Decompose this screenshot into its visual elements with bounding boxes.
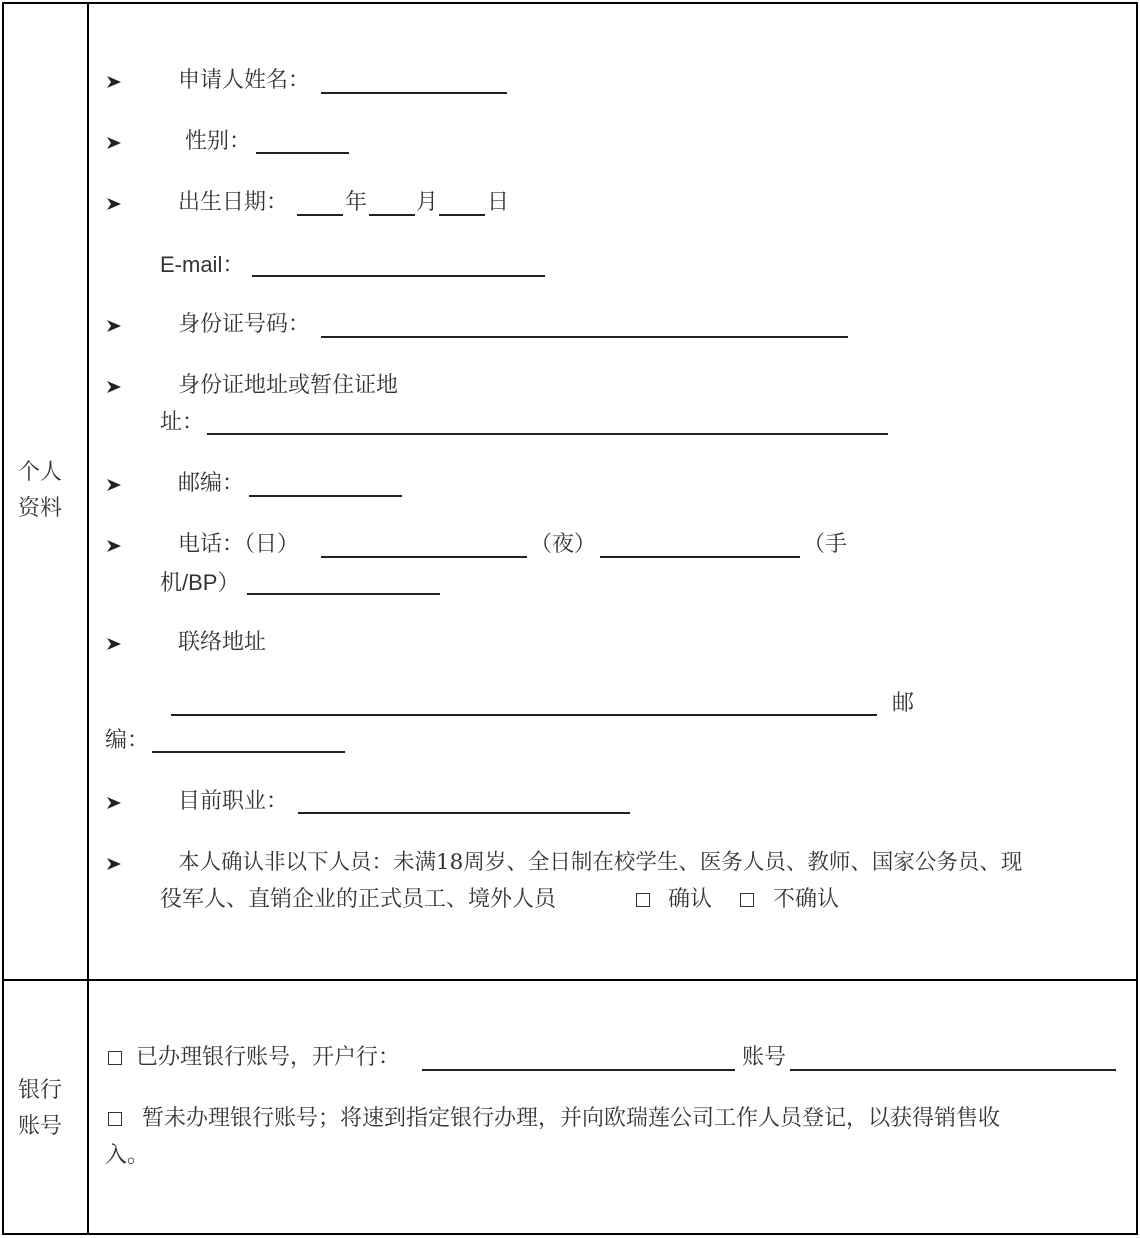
no-bank-account-label-cont: 入。 [105,1143,150,1168]
phone-day-field[interactable] [321,556,527,558]
id-address-label-cont: 址： [160,410,205,435]
has-bank-account-label: 已办理银行账号，开户行： [136,1045,401,1070]
column-divider [87,2,89,1235]
day-label: 日 [487,190,510,215]
email-label: E-mail： [160,252,245,277]
arrow-bullet-icon [106,318,122,334]
confirm-statement: 本人确认非以下人员：未满18周岁、全日制在校学生、医务人员、教师、国家公务员、现 [178,850,1023,875]
no-bank-account-label: 暂未办理银行账号；将速到指定银行办理，并向欧瑞莲公司工作人员登记，以获得销售收 [142,1106,1001,1131]
arrow-bullet-icon [106,74,122,90]
bank-branch-field[interactable] [422,1069,735,1071]
confirm-checkbox[interactable] [636,893,650,907]
section-label-line: 银行 [18,1078,63,1103]
arrow-bullet-icon [106,135,122,151]
account-number-field[interactable] [790,1069,1116,1071]
section-label-line: 个人 [18,460,63,485]
birth-date-label: 出生日期： [178,190,289,215]
arrow-bullet-icon [106,196,122,212]
has-bank-account-checkbox[interactable] [108,1051,122,1065]
year-label: 年 [345,190,368,215]
postcode-label: 邮编： [178,471,245,496]
id-address-label: 身份证地址或暂住证地 [178,373,399,398]
birth-day-field[interactable] [439,214,485,216]
arrow-bullet-icon [106,636,122,652]
account-number-label: 账号 [742,1045,787,1070]
phone-mobile-label: （手 [803,532,848,557]
gender-field[interactable] [256,152,349,154]
not-confirm-checkbox[interactable] [740,893,754,907]
phone-label: 电话：（日） [178,532,300,557]
applicant-name-label: 申请人姓名： [178,68,311,93]
contact-postcode-field[interactable] [152,751,345,753]
contact-address-field[interactable] [171,714,877,716]
arrow-bullet-icon [106,856,122,872]
section-label-line: 资料 [18,496,63,521]
contact-postcode-label-cont: 编： [105,728,150,753]
section-label-personal [18,455,62,527]
occupation-label: 目前职业： [178,789,289,814]
confirm-label: 确认 [668,887,713,912]
email-field[interactable] [252,275,545,277]
row-divider [2,979,1138,981]
applicant-name-field[interactable] [321,92,507,94]
section-label-line: 账号 [18,1114,63,1139]
occupation-field[interactable] [298,812,630,814]
confirm-statement-cont: 役军人、直销企业的正式员工、境外人员 [160,887,557,912]
arrow-bullet-icon [106,477,122,493]
phone-night-label: （夜） [530,532,597,557]
phone-mobile-field[interactable] [247,593,440,595]
contact-postcode-label: 邮 [892,691,915,716]
month-label: 月 [416,190,439,215]
phone-night-field[interactable] [600,556,800,558]
id-address-field[interactable] [207,433,888,435]
id-number-label: 身份证号码： [178,312,311,337]
id-number-field[interactable] [321,336,848,338]
arrow-bullet-icon [106,379,122,395]
not-confirm-label: 不确认 [773,887,840,912]
arrow-bullet-icon [106,795,122,811]
contact-address-label: 联络地址 [178,630,267,655]
birth-month-field[interactable] [369,214,415,216]
birth-year-field[interactable] [297,214,343,216]
arrow-bullet-icon [106,538,122,554]
phone-mobile-label-cont: 机/BP） [160,570,240,595]
postcode-field[interactable] [249,495,402,497]
gender-label: 性别： [185,129,252,154]
section-label-bank [18,1073,62,1145]
no-bank-account-checkbox[interactable] [108,1112,122,1126]
